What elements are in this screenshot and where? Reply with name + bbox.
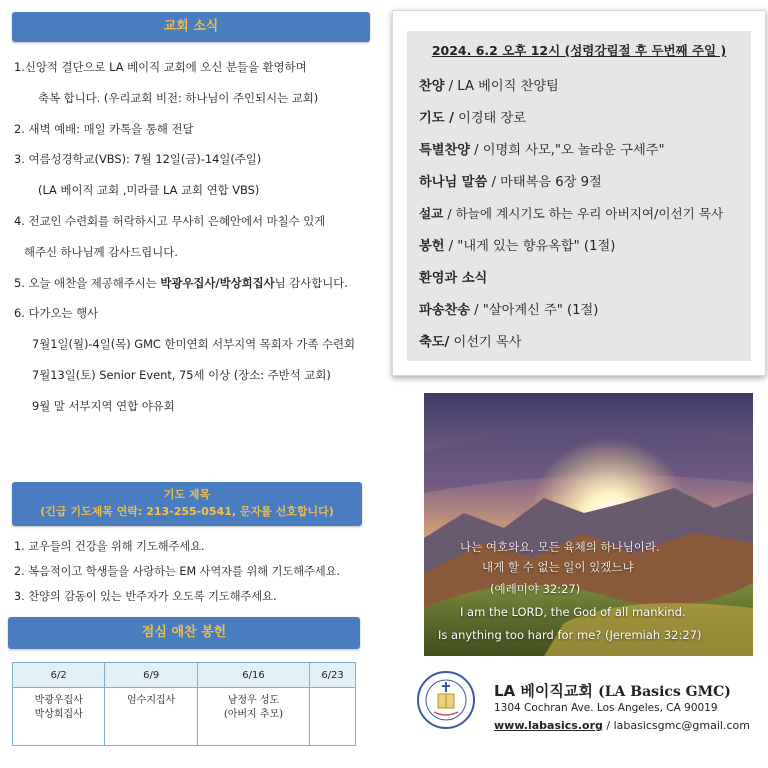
lunch-date: 6/9 — [105, 663, 197, 688]
news-line: 7월1일(월)-4일(목) GMC 한미연회 서부지역 목회자 가족 수련회 — [32, 337, 356, 352]
church-logo — [416, 670, 476, 730]
scripture-photo — [424, 393, 753, 656]
program-label: 봉헌 — [419, 239, 445, 254]
news-line: 1.신앙적 결단으로 LA 베이직 교회에 오신 분들을 환영하며 — [14, 60, 307, 74]
worship-program-panel — [407, 31, 751, 361]
lunch-name: 박광우집사 — [34, 695, 83, 706]
lunch-table — [12, 662, 356, 746]
verse-korean-ref: (예레미야 32:27) — [490, 582, 581, 596]
lunch-header: 점심 애찬 봉헌 — [8, 617, 360, 649]
lunch-table-row — [13, 688, 356, 746]
church-address: 1304 Cochran Ave. Los Angeles, CA 90019 — [494, 702, 718, 714]
program-label: 특별찬양 — [419, 143, 470, 158]
program-row — [419, 267, 487, 286]
lunch-date: 6/16 — [197, 663, 309, 688]
church-seal-icon — [416, 670, 476, 730]
lunch-name: 엄수지집사 — [127, 695, 176, 706]
prayer-subtitle: (긴급 기도제목 연락: 213-255-0541, 문자를 선호합니다) — [40, 505, 334, 518]
news-highlight-names: 박광우집사/박상희집사 — [160, 275, 275, 290]
program-label: 설교 — [419, 206, 444, 221]
program-row — [419, 171, 602, 190]
church-name-ko: LA 베이직교회 — [494, 682, 593, 700]
news-line: 9월 말 서부지역 연합 야유회 — [32, 398, 175, 413]
program-row — [419, 139, 665, 158]
program-row — [419, 331, 521, 350]
church-website-link[interactable]: www.labasics.org — [494, 719, 603, 732]
program-value: / 하늘에 계시기도 하는 우리 아버지여/이선기 목사 — [443, 206, 724, 221]
news-line: 6. 다가오는 행사 — [14, 306, 99, 321]
verse-korean-line2: 내게 할 수 없는 일이 있겠느냐 — [482, 560, 634, 574]
worship-program-card — [392, 10, 766, 376]
program-label: 축도/ — [419, 335, 450, 350]
program-row — [419, 299, 598, 318]
lunch-name: (아버지 추모) — [223, 709, 284, 720]
lunch-date: 6/2 — [13, 663, 105, 688]
news-line: 해주신 하나님께 감사드립니다. — [24, 244, 178, 259]
church-news-header: 교회 소식 — [12, 12, 370, 42]
program-value: / LA 베이직 찬양팀 — [444, 79, 559, 94]
program-label: 하나님 말씀 — [419, 175, 488, 190]
program-value: / "살아계신 주" (1절) — [469, 303, 599, 318]
church-name-en: (LA Basics GMC) — [598, 684, 731, 700]
lunch-table-header-row — [13, 663, 356, 688]
prayer-item: 2. 복음적이고 학생들을 사랑하는 EM 사역자를 위해 기도해주세요. — [14, 565, 341, 578]
program-label: 파송찬송 — [419, 303, 470, 318]
lunch-name: 박상희집사 — [34, 709, 83, 720]
program-label: 기도 / — [419, 111, 454, 126]
verse-korean-line1: 나는 여호와요, 모든 육체의 하나님이라. — [460, 540, 660, 554]
news-line: 축복 합니다. (우리교회 비전: 하나님이 주인되시는 교회) — [38, 90, 319, 105]
lunch-cell — [13, 688, 105, 746]
verse-english-line2: Is anything too hard for me? (Jeremiah 32:27) — [438, 628, 702, 642]
program-value: 이경태 장로 — [453, 111, 526, 126]
program-row — [419, 235, 615, 254]
program-row — [419, 203, 723, 222]
news-line: 4. 전교인 수련회를 허락하시고 무사히 은혜안에서 마칠수 있게 — [14, 213, 326, 228]
news-text: 5. 오늘 애찬을 제공해주시는 — [14, 275, 161, 290]
program-title: 2024. 6.2 오후 12시 (성령강림절 후 두번째 주일 ) — [431, 43, 727, 58]
church-name — [494, 680, 731, 701]
church-news-list — [14, 52, 386, 422]
lunch-name: 남정우 성도 — [227, 695, 280, 706]
news-line: 3. 여름성경학교(VBS): 7월 12일(금)-14일(주일) — [14, 152, 262, 167]
prayer-header — [12, 482, 362, 526]
lunch-cell — [197, 688, 309, 746]
program-value: / "내게 있는 향유옥합" (1절) — [444, 239, 616, 254]
lunch-cell — [105, 688, 197, 746]
prayer-title: 기도 제목 — [163, 488, 211, 501]
program-row — [419, 75, 559, 94]
program-row — [419, 107, 526, 126]
lunch-date: 6/23 — [310, 663, 356, 688]
news-line: 2. 새벽 예배: 매일 카톡을 통해 전달 — [14, 121, 194, 136]
prayer-item: 1. 교우들의 건강을 위해 기도해주세요. — [14, 540, 205, 553]
prayer-list — [14, 534, 374, 609]
prayer-item: 3. 찬양의 감동이 있는 반주자가 오도록 기도해주세요. — [14, 590, 277, 603]
news-text: 님 감사합니다. — [274, 275, 348, 290]
program-value: / 이명희 사모,"오 놀라운 구세주" — [469, 143, 665, 158]
program-label: 환영과 소식 — [419, 271, 488, 286]
news-line: (LA 베이직 교회 ,미라클 LA 교회 연합 VBS) — [38, 183, 260, 198]
church-email: / labasicsgmc@gmail.com — [602, 719, 750, 732]
program-label: 찬양 — [419, 79, 445, 94]
program-value: 이선기 목사 — [449, 335, 522, 350]
news-line: 7월13일(토) Senior Event, 75세 이상 (장소: 주반석 교회) — [32, 367, 331, 382]
lunch-cell-empty — [310, 688, 356, 746]
verse-english-line1: I am the LORD, the God of all mankind. — [460, 605, 686, 619]
church-contact — [494, 719, 750, 732]
news-line-thanks — [14, 268, 386, 299]
program-value: / 마태복음 6장 9절 — [487, 175, 602, 190]
